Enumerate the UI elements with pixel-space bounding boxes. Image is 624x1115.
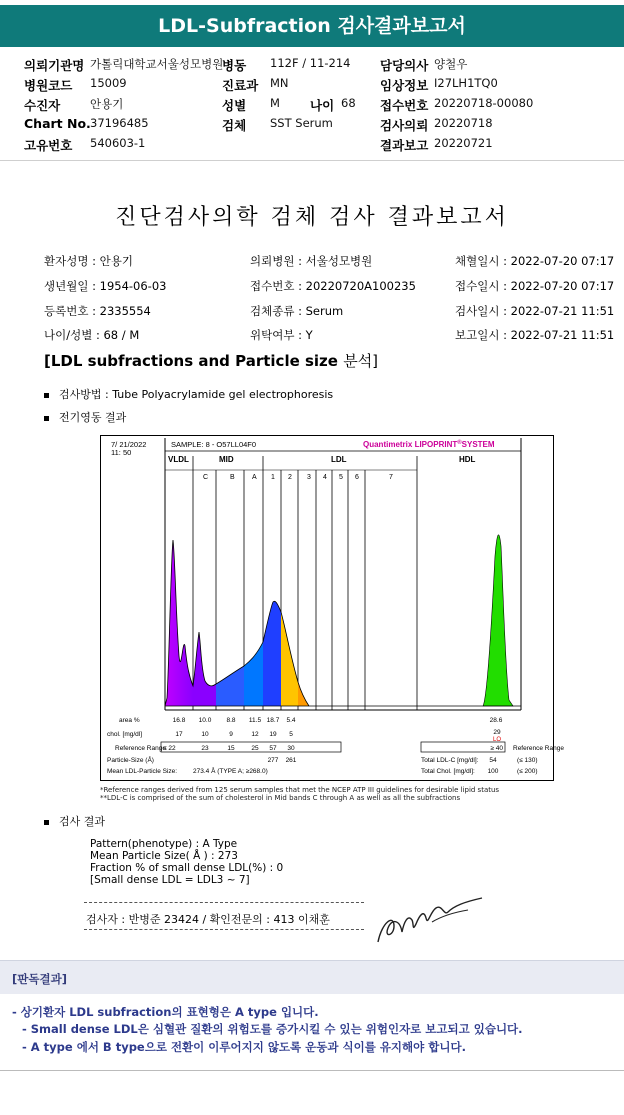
ref-hdl: ≥ 40	[490, 745, 503, 752]
result-block	[90, 838, 283, 886]
row-label-ref-right: Reference Range	[513, 745, 564, 752]
row-label-ref: Reference Range	[115, 745, 166, 752]
footnote-2: **LDL-C is comprised of the sum of cholesterol in Mid bands C through A as well as all the subfractions	[100, 794, 461, 802]
group-label-hdl: HDL	[459, 455, 476, 464]
judgement-body	[0, 995, 624, 1070]
total-ldl-ref: (≤ 130)	[517, 757, 538, 764]
info-label: 의뢰기관명	[24, 58, 85, 73]
info-value: 가톨릭대학교서울성모병원	[90, 57, 224, 71]
row-label-particle: Particle-Size (Å)	[107, 757, 154, 764]
band-label-b: B	[230, 474, 235, 481]
chart-brand	[363, 439, 495, 449]
row-label-mean: Mean LDL-Particle Size:	[107, 768, 178, 775]
total-ldl-value: 54	[489, 757, 497, 764]
trace-band-b	[216, 666, 244, 706]
chol-c: 10	[201, 731, 209, 738]
band-label-6: 6	[355, 474, 359, 481]
data-table	[107, 717, 564, 775]
footnote-1: *Reference ranges derived from 125 serum samples that met the NCEP ATP III guidelines for desirable lipid status	[100, 786, 500, 794]
judgement-line-1: - 상기환자 LDL subfraction의 표현형은 A type 입니다.	[12, 1005, 319, 1019]
area-vldl: 16.8	[172, 717, 186, 724]
info-value: 20220718-00080	[434, 96, 534, 110]
result-line-4: [Small dense LDL = LDL3 ~ 7]	[90, 874, 250, 886]
group-label-mid: MID	[219, 455, 234, 464]
patient-reg-no: 등록번호 : 2335554	[44, 304, 151, 318]
info-label: 성별	[222, 98, 247, 113]
report-header: LDL-Subfraction 검사결과보고서	[0, 5, 624, 47]
method-line	[44, 386, 333, 402]
chart-brand-name: Quantimetrix LIPOPRINT	[363, 440, 458, 449]
patient-consign: 위탁여부 : Y	[250, 328, 313, 342]
info-label: Chart No.	[24, 116, 91, 131]
info-value: 20220721	[434, 136, 493, 150]
signature-stroke-1	[378, 898, 482, 942]
info-value: 안용기	[90, 97, 124, 111]
chart-brand-suffix: SYSTEM	[461, 440, 495, 449]
ref-c: 23	[201, 745, 209, 752]
area-1: 18.7	[266, 717, 280, 724]
group-label-vldl: VLDL	[168, 455, 189, 464]
info-label: 검사의뢰	[380, 118, 429, 133]
trace-vldl	[165, 540, 193, 706]
area-b: 8.8	[226, 717, 236, 724]
particle-size-2: 261	[285, 757, 297, 764]
examiner: 검사자 : 반병준 23424 / 확인전문의 : 413 이채훈	[86, 913, 330, 926]
row-label-area: area %	[119, 717, 140, 724]
trace-band-3	[298, 682, 309, 706]
group-label-ldl: LDL	[331, 455, 347, 464]
band-label-1: 1	[271, 474, 275, 481]
info-value: 20220718	[434, 116, 493, 130]
bullet-icon	[44, 820, 49, 825]
info-value: 15009	[90, 76, 127, 90]
mean-size-value: 273.4 Å (TYPE A; ≥268.0)	[193, 768, 268, 775]
total-chol-label: Total Chol. [mg/dl]:	[421, 768, 475, 775]
info-label: 결과보고	[380, 138, 429, 153]
chol-1: 19	[269, 731, 277, 738]
section-title-kr: 분석]	[343, 352, 379, 370]
bullet-icon	[44, 393, 49, 398]
area-a: 11.5	[248, 717, 262, 724]
band-label-7: 7	[389, 474, 393, 481]
info-value: 37196485	[90, 116, 149, 130]
chart-date: 7/ 21/2022	[111, 440, 147, 449]
info-value: 112F / 11-214	[270, 56, 351, 70]
info-label: 병원코드	[24, 78, 73, 93]
chol-2: 5	[289, 731, 293, 738]
electro-label: 전기영동 결과	[59, 411, 127, 424]
bottom-divider	[0, 1070, 624, 1071]
band-label-3: 3	[307, 474, 311, 481]
ref-b: 15	[227, 745, 235, 752]
patient-name: 환자성명 : 안용기	[44, 254, 133, 268]
electro-line	[44, 409, 126, 425]
band-label-a: A	[252, 474, 257, 481]
info-label: 담당의사	[380, 58, 429, 73]
method-text: 검사방법 : Tube Polyacrylamide gel electrophoresis	[59, 388, 334, 401]
particle-size-1: 277	[267, 757, 279, 764]
total-ldl-label: Total LDL-C [mg/dl]:	[421, 757, 479, 764]
section-title	[44, 350, 378, 371]
patient-receipt-no: 접수번호 : 20220720A100235	[250, 279, 416, 293]
trace-band-a	[244, 642, 263, 706]
patient-age-sex: 나이/성별 : 68 / M	[44, 328, 140, 342]
bullet-icon	[44, 416, 49, 421]
chol-hdl: 29	[493, 729, 501, 736]
ref-a: 25	[251, 745, 259, 752]
result-line-2: Mean Particle Size( Å ) : 273	[90, 850, 238, 862]
chart-sample: SAMPLE: 8 - O57LL04F0	[171, 440, 257, 449]
chart-brand-mark: ®	[457, 440, 462, 446]
document-title: 진단검사의학 검체 검사 결과보고서	[115, 205, 509, 230]
area-c: 10.0	[198, 717, 212, 724]
divider	[0, 160, 624, 170]
judgement-header	[0, 960, 624, 994]
band-label-2: 2	[288, 474, 292, 481]
trace-band-c	[193, 632, 216, 706]
result-line-3: Fraction % of small dense LDL(%) : 0	[90, 862, 284, 874]
trace-hdl	[483, 535, 513, 706]
electrophoresis-svg	[101, 436, 564, 780]
chart-time: 11: 50	[111, 448, 132, 457]
area-hdl: 28.6	[489, 717, 503, 724]
total-chol-ref: (≤ 200)	[517, 768, 538, 775]
signature	[372, 892, 490, 950]
judgement-line-3: - A type 에서 B type으로 전환이 이루어지지 않도록 운동과 식이를 유지해야 합니다.	[22, 1040, 466, 1054]
chol-vldl: 17	[175, 731, 183, 738]
band-label-c: C	[203, 474, 209, 481]
chol-hdl-flag: LO	[492, 737, 502, 743]
ref-1: 57	[269, 745, 277, 752]
total-chol-value: 100	[487, 768, 499, 775]
info-value: M	[270, 96, 280, 110]
ref-vldl: ≤ 22	[163, 745, 176, 752]
signature-stroke-2	[432, 910, 468, 922]
patient-report-time: 보고일시 : 2022-07-21 11:51	[455, 328, 615, 342]
patient-hospital: 의뢰병원 : 서울성모병원	[250, 254, 373, 268]
result-line-1: Pattern(phenotype) : A Type	[90, 838, 238, 850]
info-label: 병동	[222, 58, 247, 73]
dashed-rule-top	[84, 902, 364, 903]
ref-2: 30	[287, 745, 295, 752]
info-label: 임상정보	[380, 78, 429, 93]
patient-collect-time: 채혈일시 : 2022-07-20 07:17	[455, 254, 615, 268]
info-label: 나이	[310, 98, 335, 113]
patient-specimen: 검체종류 : Serum	[250, 304, 344, 318]
info-label: 고유번호	[24, 138, 73, 153]
info-label: 검체	[222, 118, 247, 133]
trace	[165, 535, 521, 706]
electrophoresis-chart	[100, 435, 564, 781]
chol-a: 12	[251, 731, 259, 738]
info-label: 접수번호	[380, 98, 429, 113]
dashed-rule-bottom	[84, 929, 364, 930]
info-value: MN	[270, 76, 289, 90]
info-label: 수진자	[24, 98, 61, 113]
judgement-line-2: - Small dense LDL은 심혈관 질환의 위험도를 증가시킬 수 있는 위험인자로 보고되고 있습니다.	[22, 1022, 523, 1036]
info-value: 양철우	[434, 57, 468, 71]
order-info	[0, 52, 624, 152]
result-line	[44, 813, 105, 829]
chol-b: 9	[229, 731, 233, 738]
band-label-5: 5	[339, 474, 343, 481]
section-title-en: [LDL subfractions and Particle size	[44, 352, 338, 370]
band-label-4: 4	[323, 474, 327, 481]
row-label-chol: chol. [mg/dl]	[107, 731, 143, 738]
info-value: SST Serum	[270, 116, 333, 130]
info-value: 540603-1	[90, 136, 146, 150]
patient-receipt-time: 접수일시 : 2022-07-20 07:17	[455, 279, 615, 293]
patient-birth: 생년월일 : 1954-06-03	[44, 279, 167, 293]
result-label: 검사 결과	[59, 815, 106, 828]
info-value: I27LH1TQ0	[434, 76, 498, 90]
info-label: 진료과	[222, 78, 259, 93]
trace-band-2	[281, 612, 298, 706]
judgement-title: [판독결과]	[12, 972, 67, 986]
area-2: 5.4	[286, 717, 296, 724]
info-value: 68	[341, 96, 356, 110]
patient-test-time: 검사일시 : 2022-07-21 11:51	[455, 304, 615, 318]
trace-band-1	[263, 601, 281, 706]
